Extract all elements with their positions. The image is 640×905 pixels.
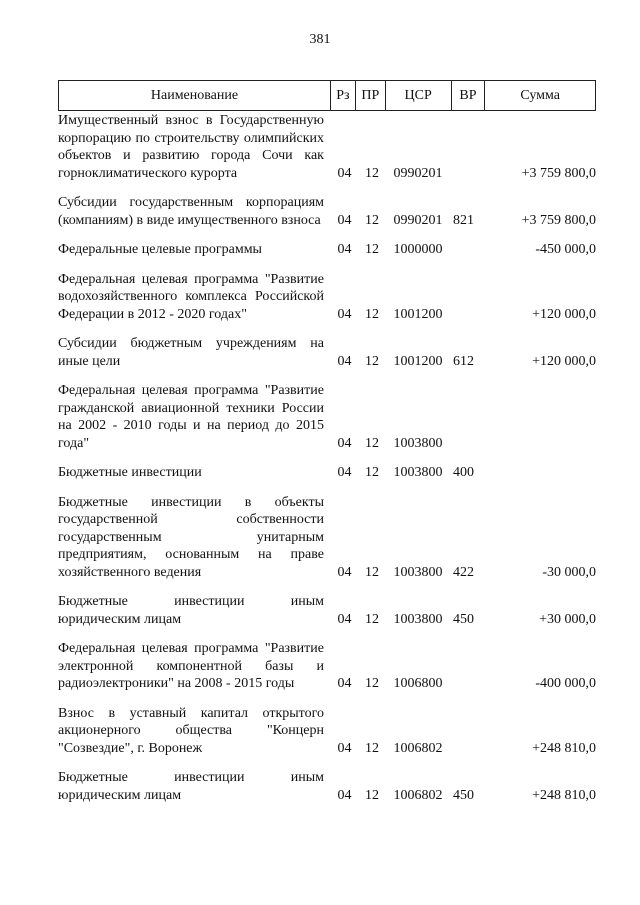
row-rz: 04 xyxy=(337,165,352,181)
header-vr: ВР xyxy=(451,81,485,110)
row-pr: 12 xyxy=(365,611,379,627)
row-pr: 12 xyxy=(365,242,379,257)
row-sum: +120 000,0 xyxy=(532,306,596,322)
row-pr: 12 xyxy=(365,212,379,228)
row-vr: 450 xyxy=(453,787,474,803)
row-csr: 1006802 xyxy=(393,787,443,803)
row-pr: 12 xyxy=(365,740,379,756)
table-row xyxy=(58,494,596,582)
header-sum: Сумма xyxy=(484,81,595,110)
row-csr: 1001200 xyxy=(393,306,443,322)
row-csr: 1003800 xyxy=(393,465,443,480)
row-pr: 12 xyxy=(365,306,379,322)
row-csr: 1003800 xyxy=(393,611,443,627)
row-csr: 1006800 xyxy=(393,676,443,691)
row-rz: 04 xyxy=(337,435,352,451)
row-rz: 04 xyxy=(337,676,352,691)
budget-table xyxy=(58,80,596,816)
table-row xyxy=(58,112,596,182)
row-name: Субсидии государственным корпорациям (компаниям) в виде имущественного взноса xyxy=(58,195,324,228)
row-rz: 04 xyxy=(337,611,352,627)
row-pr: 12 xyxy=(365,165,379,181)
row-name: Имущественный взнос в Государственную корпорацию по строительству олимпийских объектов и развитию города Сочи как горноклиматического курорта xyxy=(58,113,324,181)
row-rz: 04 xyxy=(337,306,352,322)
row-name: Федеральная целевая программа "Развитие гражданской авиационной техники России на 2002 - 2010 годы и на период до 2015 года" xyxy=(58,383,324,451)
row-name: Федеральная целевая программа "Развитие электронной компонентной базы и радиоэлектроники" на 2008 - 2015 годы xyxy=(58,641,324,691)
row-vr: 821 xyxy=(453,212,474,228)
table-row xyxy=(58,464,596,482)
row-pr: 12 xyxy=(365,435,379,451)
row-name: Федеральная целевая программа "Развитие водохозяйственного комплекса Российской Федерации в 2012 - 2020 годах" xyxy=(58,271,324,322)
row-name: Бюджетные инвестиции в объекты государственной собственности государственным унитарным предприятиям, основанным на праве хозяйственного ведения xyxy=(58,494,324,580)
row-sum: +248 810,0 xyxy=(532,787,596,803)
header-pr: ПР xyxy=(355,81,385,110)
row-rz: 04 xyxy=(337,353,352,369)
row-name: Федеральные целевые программы xyxy=(58,242,262,257)
row-pr: 12 xyxy=(365,787,379,803)
row-name: Субсидии бюджетным учреждениям на иные цели xyxy=(58,336,324,369)
row-rz: 04 xyxy=(337,242,352,257)
row-sum: +3 759 800,0 xyxy=(521,212,596,228)
table-row xyxy=(58,640,596,693)
row-pr: 12 xyxy=(365,353,379,369)
row-pr: 12 xyxy=(365,676,379,691)
table-row xyxy=(58,769,596,804)
table-row xyxy=(58,271,596,324)
row-csr: 1006802 xyxy=(393,740,443,756)
row-vr: 450 xyxy=(453,611,474,627)
row-pr: 12 xyxy=(365,564,379,580)
header-rz: Рз xyxy=(330,81,355,110)
row-sum: +3 759 800,0 xyxy=(521,165,596,181)
table-row xyxy=(58,335,596,370)
header-csr: ЦСР xyxy=(385,81,451,110)
row-csr: 1001200 xyxy=(393,353,443,369)
table-body xyxy=(58,111,596,804)
row-name: Бюджетные инвестиции иным юридическим лицам xyxy=(58,594,324,627)
table-row xyxy=(58,705,596,758)
row-vr: 422 xyxy=(453,564,474,580)
row-sum: +248 810,0 xyxy=(532,740,596,756)
row-rz: 04 xyxy=(337,564,352,580)
row-rz: 04 xyxy=(337,465,352,480)
row-csr: 0990201 xyxy=(393,165,443,181)
row-name: Взнос в уставный капитал открытого акционерного общества "Концерн "Созвездие", г. Воронеж xyxy=(58,705,324,756)
table-row xyxy=(58,382,596,452)
table-header xyxy=(58,80,596,111)
row-rz: 04 xyxy=(337,787,352,803)
row-sum: +30 000,0 xyxy=(539,611,596,627)
header-name: Наименование xyxy=(150,87,239,103)
row-csr: 1000000 xyxy=(393,242,443,257)
row-sum: -450 000,0 xyxy=(535,242,596,257)
row-vr: 612 xyxy=(453,353,474,369)
row-sum: -400 000,0 xyxy=(535,676,596,691)
row-csr: 1003800 xyxy=(393,435,443,451)
row-pr: 12 xyxy=(365,465,379,480)
page-number: 381 xyxy=(309,32,331,47)
row-csr: 1003800 xyxy=(393,564,443,580)
table-row xyxy=(58,194,596,229)
row-rz: 04 xyxy=(337,740,352,756)
row-rz: 04 xyxy=(337,212,352,228)
row-vr: 400 xyxy=(453,465,474,480)
table-row xyxy=(58,241,596,259)
row-name: Бюджетные инвестиции xyxy=(58,465,202,480)
row-csr: 0990201 xyxy=(393,212,443,228)
row-sum: +120 000,0 xyxy=(532,353,596,369)
row-sum: -30 000,0 xyxy=(542,564,596,580)
row-name: Бюджетные инвестиции иным юридическим лицам xyxy=(58,770,324,803)
table-row xyxy=(58,593,596,628)
